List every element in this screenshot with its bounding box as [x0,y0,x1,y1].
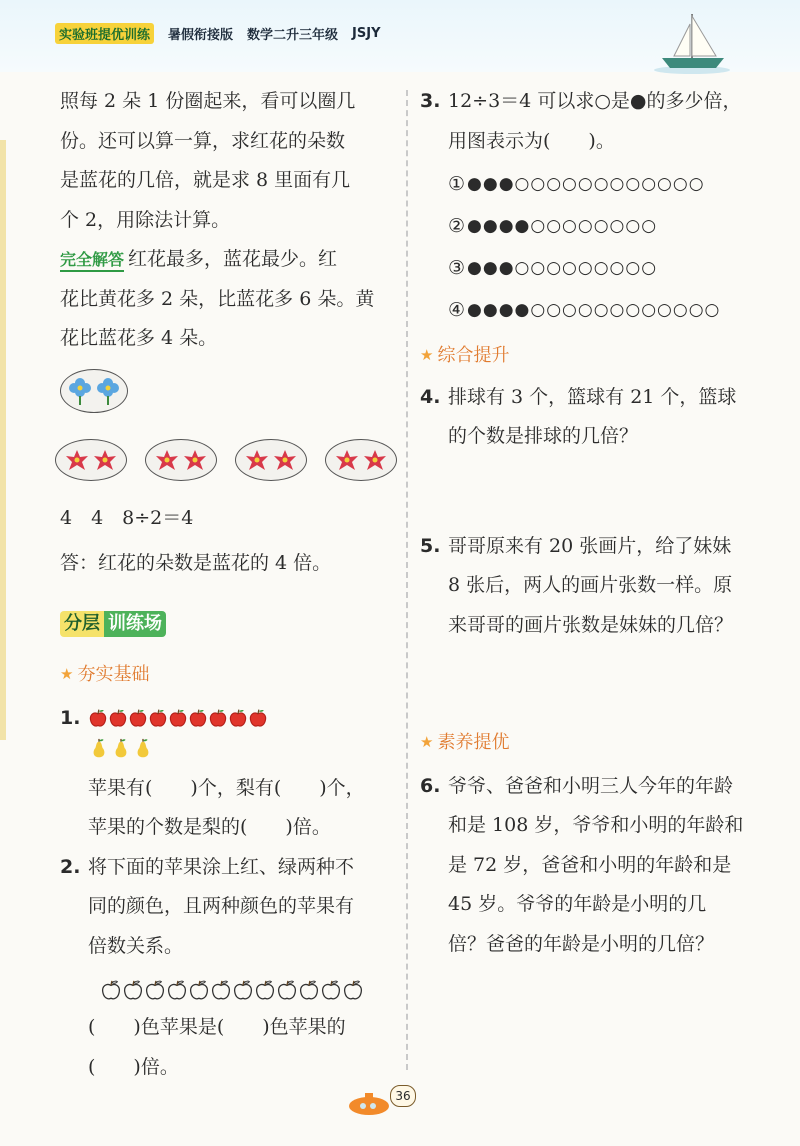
outline-apple-icon [342,979,364,1001]
question-number: 4. [420,385,441,408]
answer-line: 花比黄花多 2 朵，比蓝花多 6 朵。黄 [60,287,375,310]
layer-heading [60,604,398,644]
q5-line: 8 张后，两人的画片张数一样。原 [448,574,733,596]
question-number: 3. [420,90,441,112]
section-comprehensive: ★ 综合提升 [420,336,765,376]
pear-icon [88,738,110,760]
section-basic: ★ 夯实基础 [60,655,398,695]
outline-apple-icon [100,979,122,1001]
q6-line: 爷爷、爸爸和小明三人今年的年龄 [448,774,734,797]
option-dots: ●●●○○○○○○○○○ [467,258,658,279]
question-1 [60,699,398,848]
outline-apple-icon [276,979,298,1001]
q6-line: 倍？爸爸的年龄是小明的几倍？ [448,932,715,955]
red-flower-icon [92,446,118,474]
option-label: ① [448,173,466,196]
option-3[interactable] [448,248,765,290]
question-3 [420,82,765,332]
answer-line: 花比蓝花多 4 朵。 [60,327,218,349]
layer-label-b: 训练场 [104,611,166,637]
option-dots: ●●●○○○○○○○○○○○○ [467,174,705,195]
q2-line: 同的颜色，且两种颜色的苹果有 [88,895,355,917]
q5-line: 哥哥原来有 20 张画片，给了妹妹 [448,534,732,557]
explanation-line: 个 2，用除法计算。 [60,208,231,231]
page-number: 36 [390,1085,416,1107]
explanation-line: 照每 2 朵 1 份圈起来，看可以圈几 [60,90,356,112]
red-flower-icon [362,446,388,474]
option-label: ② [448,215,466,238]
apple-icon [108,708,128,728]
submarine-icon [345,1090,393,1118]
q6-line: 和是 108 岁，爷爷和小明的年龄和 [448,814,744,836]
question-number: 2. [60,855,81,878]
outline-apple-row [100,972,398,1008]
outline-apple-icon [254,979,276,1001]
q3-options [448,164,765,332]
red-flower-oval [325,439,397,481]
calc-line: 4 4 8÷2＝4 [60,506,194,529]
q4-line: 的个数是排球的几倍？ [448,425,639,447]
red-flower-icon [272,446,298,474]
red-flower-icon [182,446,208,474]
pear-icon [110,738,132,760]
apple-icon [148,708,168,728]
option-dots: ●●●●○○○○○○○○ [467,216,658,237]
section-literacy: ★ 素养提优 [420,723,765,763]
apple-icon [228,708,248,728]
edition-label: 暑假衔接版 [168,28,234,43]
q1-line: 苹果的个数是梨的( )倍。 [88,816,331,838]
question-5 [420,527,765,646]
outline-apple-icon [166,979,188,1001]
layer-label-a: 分层 [60,611,104,637]
question-4 [420,378,765,457]
q1-line: 苹果有( )个，梨有( )个， [88,776,365,799]
question-number: 5. [420,534,441,557]
q2-fill: ( )倍。 [88,1055,179,1078]
outline-apple-icon [320,979,342,1001]
code-label: JSJY [352,26,381,41]
option-2[interactable] [448,206,765,248]
outline-apple-icon [298,979,320,1001]
apple-icon [168,708,188,728]
blue-flower-icon [95,376,121,406]
conclusion-line: 答：红花的朵数是蓝花的 4 倍。 [60,552,332,574]
outline-apple-icon [210,979,232,1001]
sailboat-icon [650,10,730,74]
apple-icon [128,708,148,728]
q3-line: 12÷3＝4 可以求○是●的多少倍， [448,90,742,112]
question-2 [60,848,398,1088]
outline-apple-icon [144,979,166,1001]
star-icon: ★ [420,346,434,364]
q2-fill: ( )色苹果是( )色苹果的 [88,1016,346,1038]
series-tag: 实验班提优训练 [55,23,154,44]
page-header [0,0,800,72]
red-flower-group [60,421,398,491]
q2-line: 倍数关系。 [88,934,184,957]
star-icon: ★ [60,665,74,683]
explanation-line: 是蓝花的几倍，就是求 8 里面有几 [60,169,351,191]
apple-icon [248,708,268,728]
blue-flower-oval [60,369,128,413]
option-dots: ●●●●○○○○○○○○○○○○ [467,300,721,321]
explanation-line: 份。还可以算一算，求红花的朵数 [60,129,346,152]
outline-apple-icon [232,979,254,1001]
answer-line: 完全解答 红花最多，蓝花最少。红 [60,248,338,270]
red-flower-icon [64,446,90,474]
question-6 [420,767,765,965]
red-flower-icon [154,446,180,474]
outline-apple-icon [188,979,210,1001]
q5-line: 来哥哥的画片张数是妹妹的几倍？ [448,613,734,636]
apple-icon [88,708,108,728]
option-label: ③ [448,257,466,280]
red-flower-oval [55,439,127,481]
answer-badge: 完全解答 [60,250,124,272]
option-4[interactable] [448,290,765,332]
blue-flower-group [60,359,398,421]
q6-line: 是 72 岁，爸爸和小明的年龄和是 [448,853,732,876]
question-number: 6. [420,774,441,797]
option-label: ④ [448,299,466,322]
left-margin-bar [0,140,6,740]
red-flower-icon [334,446,360,474]
option-1[interactable] [448,164,765,206]
red-flower-oval [145,439,217,481]
apple-icon [188,708,208,728]
column-divider [406,90,408,1070]
q4-line: 排球有 3 个，篮球有 21 个，篮球 [448,385,737,408]
q3-line: 用图表示为( )。 [448,129,615,152]
q2-line: 将下面的苹果涂上红、绿两种不 [88,855,355,878]
pear-icon [132,738,154,760]
red-flower-oval [235,439,307,481]
apple-icon [208,708,228,728]
apple-row [88,703,398,733]
question-number: 1. [60,706,81,729]
right-column [420,82,765,964]
pear-row [88,735,398,763]
star-icon: ★ [420,733,434,751]
red-flower-icon [244,446,270,474]
blue-flower-icon [67,376,93,406]
subject-label: 数学二升三年级 [247,28,339,43]
header-brand [55,23,381,44]
left-column [60,82,398,1087]
q6-line: 45 岁。爷爷的年龄是小明的几 [448,893,707,915]
outline-apple-icon [122,979,144,1001]
